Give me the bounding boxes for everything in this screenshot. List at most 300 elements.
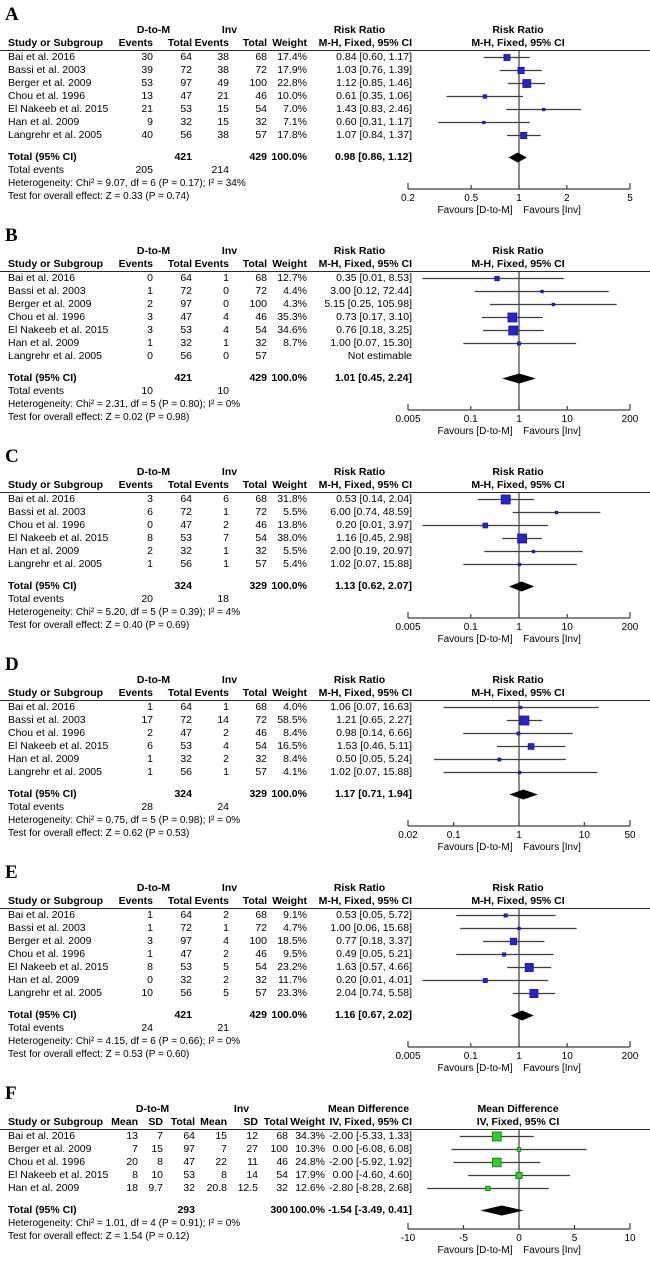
cell-ci_text: 1.21 [0.65, 2.27] (336, 714, 412, 726)
total-weight: 100.0% (289, 1204, 325, 1216)
group-header-row (0, 245, 650, 258)
column-header: Total (167, 687, 192, 699)
study-name: Bai et al. 2016 (8, 1130, 76, 1142)
cell-sd1: 8 (157, 1156, 163, 1168)
total-label: Total (95% CI) (8, 1204, 77, 1216)
total-n2: 300 (270, 1204, 288, 1216)
cell-events2: 15 (217, 103, 229, 115)
column-header: Total (242, 479, 267, 491)
plot-effect-label: Mean Difference (477, 1103, 559, 1115)
cell-events1: 1 (147, 701, 153, 713)
cell-events2: 2 (223, 974, 229, 986)
cell-total1: 56 (180, 558, 192, 570)
cell-events1: 39 (141, 64, 153, 76)
study-row (0, 493, 650, 506)
cell-mean1: 18 (126, 1182, 138, 1194)
cell-weight: 31.8% (277, 493, 307, 505)
cell-total2: 72 (255, 922, 267, 934)
cell-ci_text: 0.60 [0.31, 1.17] (336, 116, 412, 128)
study-row (0, 935, 650, 948)
study-row (0, 987, 650, 1000)
cell-sd1: 9.7 (148, 1182, 163, 1194)
column-header: M-H, Fixed, 95% CI (318, 258, 412, 270)
total-ci: -1.54 [-3.49, 0.41] (327, 1204, 412, 1216)
cell-total1: 47 (180, 519, 192, 531)
study-name: Berger et al. 2009 (8, 298, 92, 310)
cell-mean2: 15 (215, 1130, 227, 1142)
cell-weight: 22.8% (277, 77, 307, 89)
cell-weight: 12.6% (295, 1182, 325, 1194)
total-row (0, 1204, 650, 1217)
axis-tick-label: 10 (561, 1051, 573, 1062)
cell-total2: 57 (255, 987, 267, 999)
cell-total2: 54 (255, 324, 267, 336)
column-header: Events (194, 479, 229, 491)
panel-C (0, 448, 650, 648)
study-name: Berger et al. 2009 (8, 77, 92, 89)
column-header: M-H, Fixed, 95% CI (318, 37, 412, 49)
cell-total2: 100 (270, 1143, 288, 1155)
cell-events1: 3 (147, 311, 153, 323)
cell-sd2: 11 (247, 1156, 258, 1168)
study-name: El Nakeeb et al. 2015 (8, 961, 109, 973)
panel-A (0, 6, 650, 219)
cell-total1: 53 (180, 532, 192, 544)
spacer (0, 142, 650, 151)
study-name: Han et al. 2009 (8, 116, 80, 128)
plot-effect-label: Risk Ratio (492, 245, 544, 257)
favours-left-label: Favours [D-to-M] (437, 842, 513, 853)
cell-weight: 17.9% (295, 1169, 325, 1181)
cell-mean2: 7 (221, 1143, 227, 1155)
cell-total2: 32 (255, 337, 267, 349)
axis-tick-label: 0.1 (446, 830, 461, 841)
study-name: Chou et al. 1996 (8, 519, 86, 531)
cell-weight: 4.7% (283, 922, 307, 934)
cell-total1: 72 (180, 506, 192, 518)
column-header: Study or Subgroup (8, 1116, 104, 1128)
effect-label: Risk Ratio (333, 245, 386, 257)
study-row (0, 116, 650, 129)
cell-total2: 68 (255, 272, 267, 284)
cell-events2: 49 (217, 77, 229, 89)
study-row (0, 701, 650, 714)
study-name: Bassi et al. 2003 (8, 506, 86, 518)
heterogeneity-note: Heterogeneity: Chi² = 5.20, df = 5 (P = 0.39); I² = 4% (8, 607, 241, 618)
group1-label: D-to-M (136, 245, 171, 257)
study-name: Langrehr et al. 2005 (8, 558, 102, 570)
study-name: Han et al. 2009 (8, 974, 80, 986)
panel-E (0, 864, 650, 1077)
cell-events1: 3 (147, 324, 153, 336)
study-name: El Nakeeb et al. 2015 (8, 532, 109, 544)
plot-effect-label: Risk Ratio (492, 674, 544, 686)
axis-tick-label: 0.1 (463, 1051, 478, 1062)
total-events-1: 205 (135, 164, 153, 176)
cell-events2: 0 (223, 350, 229, 362)
cell-total2: 72 (255, 64, 267, 76)
total-n1: 421 (174, 1009, 192, 1021)
cell-mean2: 22 (215, 1156, 227, 1168)
total-label: Total (95% CI) (8, 151, 77, 163)
cell-ci_text: 0.53 [0.05, 5.72] (336, 909, 412, 921)
column-header-row (0, 687, 650, 701)
total-weight: 100.0% (271, 151, 307, 163)
column-header: Events (194, 258, 229, 270)
cell-mean2: 20.8 (206, 1182, 227, 1194)
axis-tick-label: 1 (516, 830, 522, 841)
cell-ci_text: 1.00 [0.07, 15.30] (330, 337, 412, 349)
cell-ci_text: 0.76 [0.18, 3.25] (336, 324, 412, 336)
cell-weight: 5.4% (283, 558, 307, 570)
total-events-2: 21 (217, 1022, 229, 1034)
cell-events2: 1 (223, 272, 229, 284)
axis-tick-label: 0 (516, 1233, 522, 1244)
cell-weight: 17.9% (277, 64, 307, 76)
plot-effect-label: Risk Ratio (492, 24, 544, 36)
axis-tick-label: 10 (561, 622, 573, 633)
axis-tick-label: 0.005 (395, 414, 421, 425)
study-row (0, 753, 650, 766)
total-ci: 1.16 [0.67, 2.02] (334, 1009, 412, 1021)
study-name: Bai et al. 2016 (8, 493, 76, 505)
column-header: Events (118, 687, 153, 699)
total-row (0, 788, 650, 801)
cell-total2: 57 (255, 558, 267, 570)
cell-total1: 97 (180, 935, 192, 947)
cell-mean1: 8 (132, 1169, 138, 1181)
study-row (0, 129, 650, 142)
total-events-row (0, 164, 650, 177)
cell-events2: 1 (223, 766, 229, 778)
cell-weight: 38.0% (277, 532, 307, 544)
study-row (0, 545, 650, 558)
cell-events2: 5 (223, 961, 229, 973)
column-header: Study or Subgroup (8, 895, 104, 907)
cell-total1: 53 (180, 103, 192, 115)
cell-total1: 72 (180, 64, 192, 76)
axis-tick-label: 0.2 (401, 193, 415, 204)
cell-total2: 100 (249, 935, 267, 947)
total-n2: 429 (249, 151, 267, 163)
total-events-1: 28 (141, 801, 153, 813)
column-header: M-H, Fixed, 95% CI (318, 687, 412, 699)
cell-total2: 68 (255, 51, 267, 63)
cell-events1: 1 (147, 766, 153, 778)
cell-sd2: 14 (246, 1169, 258, 1181)
cell-events2: 7 (223, 532, 229, 544)
study-row (0, 1156, 650, 1169)
column-header: Weight (272, 895, 307, 907)
column-header: Mean (200, 1116, 227, 1128)
cell-ci_text: 5.15 [0.25, 105.98] (324, 298, 412, 310)
cell-weight: 8.4% (283, 753, 307, 765)
study-row (0, 714, 650, 727)
heterogeneity-note: Heterogeneity: Chi² = 1.01, df = 4 (P = 0.91); I² = 0% (8, 1218, 241, 1229)
cell-ci_text: 0.35 [0.01, 8.53] (336, 272, 412, 284)
cell-total1: 64 (180, 909, 192, 921)
cell-events1: 6 (147, 506, 153, 518)
study-row (0, 1130, 650, 1143)
cell-total2: 32 (255, 116, 267, 128)
axis-tick-label: 200 (621, 414, 639, 425)
cell-total2: 32 (255, 753, 267, 765)
cell-weight: 4.3% (283, 298, 307, 310)
column-header: Events (118, 37, 153, 49)
cell-events2: 0 (223, 298, 229, 310)
study-name: Bassi et al. 2003 (8, 922, 86, 934)
column-header-row (0, 258, 650, 272)
plot-method-label: M-H, Fixed, 95% CI (471, 479, 565, 491)
total-events-label: Total events (8, 1022, 65, 1034)
plot-method-label: M-H, Fixed, 95% CI (471, 895, 565, 907)
cell-total1: 53 (180, 740, 192, 752)
cell-events2: 2 (223, 727, 229, 739)
cell-total1: 47 (180, 727, 192, 739)
favours-right-label: Favours [Inv] (523, 426, 581, 437)
study-row (0, 532, 650, 545)
cell-events2: 15 (217, 116, 229, 128)
cell-ci_text: 1.06 [0.07, 16.63] (330, 701, 412, 713)
cell-events2: 14 (217, 714, 229, 726)
cell-weight: 7.0% (283, 103, 307, 115)
cell-weight: 10.3% (295, 1143, 325, 1155)
spacer (0, 1000, 650, 1009)
study-row (0, 948, 650, 961)
cell-total2: 54 (255, 740, 267, 752)
cell-total1: 64 (180, 701, 192, 713)
study-name: El Nakeeb et al. 2015 (8, 324, 109, 336)
cell-ci_text: 0.98 [0.14, 6.66] (336, 727, 412, 739)
total-row (0, 1009, 650, 1022)
study-row (0, 350, 650, 363)
cell-weight: 35.3% (277, 311, 307, 323)
panel-label: B (5, 225, 18, 246)
cell-events2: 4 (223, 740, 229, 752)
cell-total1: 72 (180, 922, 192, 934)
cell-ci_text: 0.73 [0.17, 3.10] (336, 311, 412, 323)
cell-total1: 32 (180, 974, 192, 986)
study-name: El Nakeeb et al. 2015 (8, 103, 109, 115)
column-header: SD (148, 1116, 163, 1128)
study-row (0, 909, 650, 922)
cell-events1: 1 (147, 285, 153, 297)
cell-weight: 5.5% (283, 506, 307, 518)
total-n1: 421 (174, 372, 192, 384)
total-events-row (0, 593, 650, 606)
cell-events2: 4 (223, 311, 229, 323)
axis-tick-label: 10 (561, 414, 573, 425)
column-header: Mean (111, 1116, 138, 1128)
favours-right-label: Favours [Inv] (523, 842, 581, 853)
total-events-1: 24 (141, 1022, 153, 1034)
cell-total2: 68 (276, 1130, 288, 1142)
favours-right-label: Favours [Inv] (523, 205, 581, 216)
cell-total2: 72 (255, 285, 267, 297)
cell-events2: 4 (223, 935, 229, 947)
total-n1: 324 (174, 788, 192, 800)
cell-events2: 2 (223, 753, 229, 765)
spacer (0, 571, 650, 580)
cell-weight: 24.8% (295, 1156, 325, 1168)
axis-tick-label: 10 (578, 830, 590, 841)
group1-label: D-to-M (136, 466, 171, 478)
favours-right-label: Favours [Inv] (523, 634, 581, 645)
column-header: IV, Fixed, 95% CI (329, 1116, 412, 1128)
column-header: Weight (272, 687, 307, 699)
axis-tick-label: 0.1 (463, 622, 478, 633)
cell-total1: 56 (180, 350, 192, 362)
column-header: Total (170, 1116, 195, 1128)
study-name: Berger et al. 2009 (8, 1143, 92, 1155)
study-name: Han et al. 2009 (8, 1182, 80, 1194)
cell-events1: 0 (147, 974, 153, 986)
plot-method-label: M-H, Fixed, 95% CI (471, 258, 565, 270)
total-events-2: 10 (217, 385, 229, 397)
cell-events2: 1 (223, 337, 229, 349)
cell-total1: 47 (180, 311, 192, 323)
total-events-1: 10 (141, 385, 153, 397)
cell-sd1: 15 (151, 1143, 163, 1155)
study-name: El Nakeeb et al. 2015 (8, 1169, 109, 1181)
cell-events1: 3 (147, 493, 153, 505)
overall-effect-note: Test for overall effect: Z = 0.33 (P = 0.74) (8, 191, 190, 202)
cell-events2: 38 (217, 51, 229, 63)
cell-sd2: 12.5 (237, 1182, 258, 1194)
cell-mean1: 7 (132, 1143, 138, 1155)
cell-total1: 32 (180, 337, 192, 349)
column-header: Total (167, 895, 192, 907)
cell-events1: 6 (147, 740, 153, 752)
cell-total2: 46 (255, 948, 267, 960)
group2-label: Inv (221, 24, 238, 36)
total-events-row (0, 385, 650, 398)
study-row (0, 740, 650, 753)
cell-events1: 21 (141, 103, 153, 115)
study-row (0, 922, 650, 935)
cell-weight: 17.8% (277, 129, 307, 141)
cell-weight: 11.7% (278, 974, 307, 986)
study-name: Langrehr et al. 2005 (8, 987, 102, 999)
cell-weight: 4.0% (283, 701, 307, 713)
cell-total2: 57 (255, 129, 267, 141)
total-weight: 100.0% (271, 580, 307, 592)
cell-total1: 64 (180, 51, 192, 63)
study-row (0, 77, 650, 90)
cell-mean2: 8 (221, 1169, 227, 1181)
cell-ci_text: 1.12 [0.85, 1.46] (336, 77, 412, 89)
cell-total2: 54 (255, 532, 267, 544)
effect-label: Risk Ratio (333, 674, 386, 686)
cell-weight: 34.3% (295, 1130, 325, 1142)
cell-total1: 72 (180, 285, 192, 297)
cell-weight: 18.5% (277, 935, 307, 947)
cell-events1: 8 (147, 961, 153, 973)
cell-ci_text: 1.43 [0.83, 2.46] (336, 103, 412, 115)
cell-total1: 97 (180, 77, 192, 89)
axis-tick-label: 200 (621, 622, 639, 633)
total-ci: 1.17 [0.71, 1.94] (334, 788, 412, 800)
total-label: Total (95% CI) (8, 1009, 77, 1021)
cell-weight: 13.8% (277, 519, 307, 531)
total-events-row (0, 1022, 650, 1035)
column-header-row (0, 479, 650, 493)
cell-mean1: 20 (126, 1156, 138, 1168)
study-row (0, 961, 650, 974)
cell-weight: 34.6% (277, 324, 307, 336)
plot-method-label: M-H, Fixed, 95% CI (471, 37, 565, 49)
column-header: Total (263, 1116, 288, 1128)
cell-total2: 32 (255, 545, 267, 557)
total-events-2: 24 (217, 801, 229, 813)
cell-ci_text: 0.20 [0.01, 3.97] (336, 519, 412, 531)
effect-label: Mean Difference (327, 1103, 410, 1115)
cell-ci_text: 2.04 [0.74, 5.58] (336, 987, 412, 999)
group1-label: D-to-M (136, 882, 171, 894)
total-label: Total (95% CI) (8, 788, 77, 800)
column-header: M-H, Fixed, 95% CI (318, 479, 412, 491)
cell-ci_text: 0.00 [-4.60, 4.60] (332, 1169, 412, 1181)
total-row (0, 580, 650, 593)
cell-total1: 32 (183, 1182, 195, 1194)
cell-events1: 2 (147, 298, 153, 310)
cell-ci_text: 1.63 [0.57, 4.66] (336, 961, 412, 973)
cell-sd2: 12 (246, 1130, 258, 1142)
study-row (0, 506, 650, 519)
cell-weight: 58.5% (277, 714, 307, 726)
column-header-row (0, 895, 650, 909)
column-header: Weight (272, 479, 307, 491)
column-header: Total (242, 895, 267, 907)
effect-label: Risk Ratio (333, 882, 386, 894)
cell-ci_text: -2.80 [-8.28, 2.68] (329, 1182, 412, 1194)
cell-total1: 32 (180, 545, 192, 557)
column-header: Total (242, 687, 267, 699)
cell-ci_text: 0.77 [0.18, 3.37] (336, 935, 412, 947)
group2-label: Inv (221, 245, 238, 257)
cell-events2: 1 (223, 701, 229, 713)
cell-total2: 46 (255, 727, 267, 739)
cell-weight: 4.4% (283, 285, 307, 297)
cell-events2: 0 (223, 285, 229, 297)
cell-ci_text: 0.20 [0.01, 4.01] (336, 974, 412, 986)
cell-total2: 46 (255, 311, 267, 323)
total-ci: 1.13 [0.62, 2.07] (334, 580, 412, 592)
favours-left-label: Favours [D-to-M] (437, 1063, 513, 1074)
axis-tick-label: 0.02 (398, 830, 418, 841)
cell-events2: 2 (223, 519, 229, 531)
favours-right-label: Favours [Inv] (523, 1063, 581, 1074)
cell-events1: 1 (147, 948, 153, 960)
cell-events1: 1 (147, 558, 153, 570)
cell-total1: 64 (180, 493, 192, 505)
favours-left-label: Favours [D-to-M] (437, 1245, 513, 1256)
overall-effect-note: Test for overall effect: Z = 0.62 (P = 0.53) (8, 828, 190, 839)
cell-total2: 72 (255, 714, 267, 726)
study-row (0, 1182, 650, 1195)
cell-ci_text: 1.07 [0.84, 1.37] (336, 129, 412, 141)
heterogeneity-note: Heterogeneity: Chi² = 0.75, df = 5 (P = 0.98); I² = 0% (8, 815, 241, 826)
cell-weight: 8.4% (283, 727, 307, 739)
total-n2: 429 (249, 1009, 267, 1021)
cell-ci_text: -2.00 [-5.33, 1.33] (329, 1130, 412, 1142)
cell-total1: 72 (180, 714, 192, 726)
study-row (0, 324, 650, 337)
total-label: Total (95% CI) (8, 372, 77, 384)
study-row (0, 337, 650, 350)
total-events-1: 20 (141, 593, 153, 605)
cell-events2: 5 (223, 987, 229, 999)
